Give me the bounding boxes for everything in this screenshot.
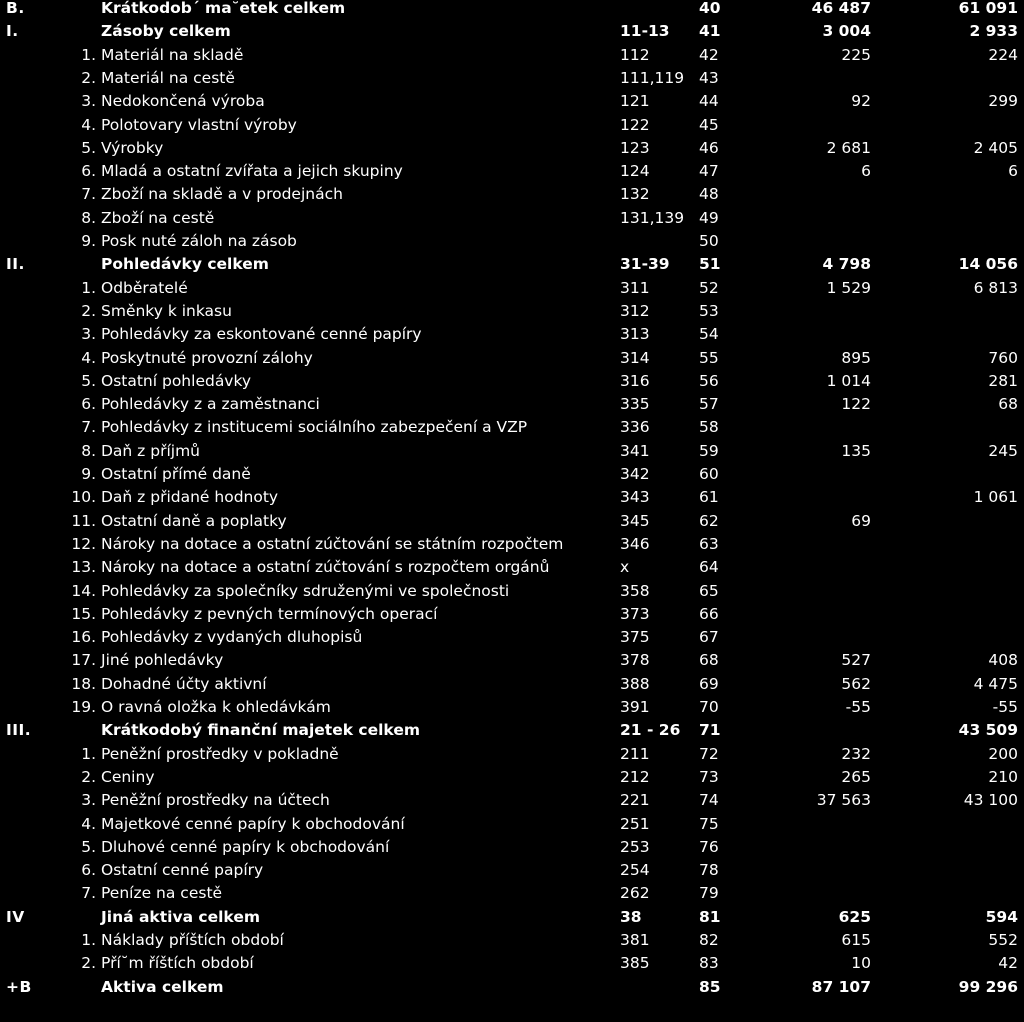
item-number: 5.	[81, 138, 96, 157]
line-number: 49	[699, 208, 719, 227]
section-total-row	[0, 253, 1024, 276]
line-number: 54	[699, 325, 719, 344]
value-current: 281	[988, 371, 1018, 390]
section-total-row	[0, 906, 1024, 929]
item-label: Dohadné účty aktivní	[101, 674, 267, 693]
account-code: 251	[620, 814, 650, 833]
account-code: 211	[620, 744, 650, 763]
account-code: 314	[620, 348, 650, 367]
table-row	[0, 952, 1024, 975]
line-number: 42	[699, 45, 719, 64]
table-row	[0, 556, 1024, 579]
value-previous: 895	[841, 348, 871, 367]
account-code: 111,119	[620, 68, 685, 87]
line-number: 82	[699, 931, 719, 949]
value-previous: 10	[851, 954, 871, 973]
item-number: 7.	[81, 418, 96, 437]
item-number: 8.	[81, 441, 96, 460]
item-label: Ostatní pohledávky	[101, 371, 252, 390]
account-code: 391	[620, 698, 650, 716]
table-row	[0, 137, 1024, 160]
line-number: 64	[699, 558, 719, 577]
account-code: 313	[620, 325, 650, 344]
line-number: 55	[699, 348, 719, 367]
section-number: B.	[6, 0, 25, 17]
table-row	[0, 789, 1024, 812]
table-row	[0, 603, 1024, 626]
value-current: 224	[988, 45, 1018, 64]
item-label: Nároky na dotace a ostatní zúčtování se státním rozpočtem	[101, 534, 564, 553]
value-current: 408	[988, 651, 1018, 670]
account-code: 121	[620, 92, 650, 111]
item-number: 1.	[81, 931, 96, 949]
item-number: 3.	[81, 92, 96, 111]
value-current: 4 475	[973, 674, 1018, 693]
value-previous: 69	[851, 511, 871, 530]
table-row	[0, 323, 1024, 346]
table-row	[0, 929, 1024, 952]
item-number: 4.	[81, 814, 96, 833]
table-row	[0, 463, 1024, 486]
account-code: 343	[620, 488, 650, 507]
value-current: 552	[988, 931, 1018, 949]
item-number: 3.	[81, 325, 96, 344]
account-code: 375	[620, 628, 650, 647]
account-code: 335	[620, 395, 650, 414]
value-previous: 37 563	[816, 791, 871, 810]
line-number: 63	[699, 534, 719, 553]
account-code: 11-13	[620, 22, 670, 41]
line-number: 46	[699, 138, 719, 157]
table-row	[0, 882, 1024, 905]
value-current: 42	[998, 954, 1018, 973]
value-previous: 1 014	[826, 371, 871, 390]
value-previous: 2 681	[826, 138, 871, 157]
item-label: Pohledávky za společníky sdruženými ve společnosti	[101, 581, 510, 600]
value-current: 6	[1008, 162, 1018, 181]
value-current: 1 061	[973, 488, 1018, 507]
item-label: Zboží na skladě a v prodejnách	[101, 185, 343, 204]
value-previous: 232	[841, 744, 871, 763]
item-number: 14.	[71, 581, 96, 600]
item-label: Daň z příjmů	[101, 441, 200, 460]
line-number: 58	[699, 418, 719, 437]
item-number: 1.	[81, 278, 96, 297]
line-number: 83	[699, 954, 719, 973]
item-label: Peníze na cestě	[101, 884, 223, 903]
line-number: 67	[699, 628, 719, 647]
table-row	[0, 393, 1024, 416]
value-current: 2 933	[969, 22, 1018, 41]
account-code: 316	[620, 371, 650, 390]
item-number: 2.	[81, 301, 96, 320]
item-label: Směnky k inkasu	[101, 301, 232, 320]
value-current: -55	[992, 698, 1018, 716]
line-number: 56	[699, 371, 719, 390]
account-code: 345	[620, 511, 650, 530]
value-current: 99 296	[958, 977, 1018, 996]
line-number: 65	[699, 581, 719, 600]
table-row	[0, 44, 1024, 67]
account-code: 373	[620, 604, 650, 623]
item-number: 9.	[81, 232, 96, 250]
value-previous: 122	[841, 395, 871, 414]
table-row	[0, 813, 1024, 836]
table-row	[0, 649, 1024, 672]
account-code: 312	[620, 301, 650, 320]
account-code: 336	[620, 418, 650, 437]
line-number: 53	[699, 301, 719, 320]
line-number: 47	[699, 162, 719, 181]
line-number: 48	[699, 185, 719, 204]
item-number: 1.	[81, 744, 96, 763]
item-number: 4.	[81, 348, 96, 367]
table-row	[0, 160, 1024, 183]
item-number: 5.	[81, 837, 96, 856]
item-number: 9.	[81, 465, 96, 483]
item-number: 6.	[81, 395, 96, 414]
line-number: 69	[699, 674, 719, 693]
account-code: 221	[620, 791, 650, 810]
item-label: Aktiva celkem	[101, 977, 224, 996]
item-label: Peněžní prostředky v pokladně	[101, 744, 339, 763]
value-previous: 265	[841, 767, 871, 786]
value-current: 43 509	[958, 721, 1018, 740]
item-label: Jiné pohledávky	[101, 651, 224, 670]
value-previous: 46 487	[811, 0, 871, 17]
item-label: Krátkodob´ ma˘etek celkem	[101, 0, 346, 17]
value-previous: 225	[841, 45, 871, 64]
value-current: 299	[988, 92, 1018, 111]
item-number: 5.	[81, 371, 96, 390]
line-number: 59	[699, 441, 719, 460]
line-number: 73	[699, 767, 719, 786]
table-row	[0, 743, 1024, 766]
account-code: 341	[620, 441, 650, 460]
item-label: Pohledávky celkem	[101, 255, 269, 274]
table-row	[0, 90, 1024, 113]
value-current: 14 056	[958, 255, 1018, 274]
item-label: Materiál na skladě	[101, 45, 244, 64]
item-label: Materiál na cestě	[101, 68, 235, 87]
item-number: 6.	[81, 162, 96, 181]
account-code: 112	[620, 45, 650, 64]
account-code: 262	[620, 884, 650, 903]
value-current: 210	[988, 767, 1018, 786]
value-previous: 1 529	[826, 278, 871, 297]
item-label: Odběratelé	[101, 278, 188, 297]
item-number: 3.	[81, 791, 96, 810]
table-row	[0, 207, 1024, 230]
item-number: 11.	[71, 511, 96, 530]
line-number: 60	[699, 465, 719, 483]
line-number: 43	[699, 68, 719, 87]
account-code: 21 - 26	[620, 721, 681, 740]
table-row	[0, 673, 1024, 696]
account-code: 254	[620, 861, 650, 880]
item-label: Ostatní daně a poplatky	[101, 511, 287, 530]
line-number: 57	[699, 395, 719, 414]
item-label: Majetkové cenné papíry k obchodování	[101, 814, 405, 833]
line-number: 85	[699, 977, 721, 996]
item-number: 7.	[81, 884, 96, 903]
account-code: 385	[620, 954, 650, 973]
section-number: I.	[6, 22, 19, 41]
value-current: 61 091	[958, 0, 1018, 17]
line-number: 76	[699, 837, 719, 856]
table-row	[0, 416, 1024, 439]
line-number: 68	[699, 651, 719, 670]
value-previous: 87 107	[811, 977, 871, 996]
item-label: Výrobky	[101, 138, 164, 157]
item-label: Poskytnuté provozní zálohy	[101, 348, 313, 367]
value-previous: 3 004	[822, 22, 871, 41]
value-previous: 527	[841, 651, 871, 670]
value-previous: -55	[845, 698, 871, 716]
item-label: Pohledávky za eskontované cenné papíry	[101, 325, 422, 344]
table-row	[0, 230, 1024, 253]
item-label: Zboží na cestě	[101, 208, 215, 227]
value-current: 43 100	[963, 791, 1018, 810]
value-previous: 135	[841, 441, 871, 460]
value-current: 200	[988, 744, 1018, 763]
value-previous: 6	[861, 162, 871, 181]
item-number: 18.	[71, 674, 96, 693]
section-total-row	[0, 0, 1024, 20]
line-number: 72	[699, 744, 719, 763]
line-number: 62	[699, 511, 719, 530]
table-row	[0, 766, 1024, 789]
line-number: 66	[699, 604, 719, 623]
account-code: 131,139	[620, 208, 685, 227]
table-row	[0, 370, 1024, 393]
account-code: 38	[620, 907, 642, 926]
line-number: 41	[699, 22, 721, 41]
section-total-row	[0, 20, 1024, 43]
line-number: 79	[699, 884, 719, 903]
item-label: Ostatní přímé daně	[101, 465, 251, 483]
account-code: 346	[620, 534, 650, 553]
item-number: 8.	[81, 208, 96, 227]
table-row	[0, 300, 1024, 323]
table-row	[0, 183, 1024, 206]
value-current: 760	[988, 348, 1018, 367]
value-previous: 4 798	[822, 255, 871, 274]
item-number: 2.	[81, 767, 96, 786]
table-row	[0, 440, 1024, 463]
value-previous: 615	[841, 931, 871, 949]
table-row	[0, 67, 1024, 90]
line-number: 44	[699, 92, 719, 111]
account-code: 378	[620, 651, 650, 670]
line-number: 78	[699, 861, 719, 880]
item-number: 4.	[81, 115, 96, 134]
account-code: 342	[620, 465, 650, 483]
item-label: Zásoby celkem	[101, 22, 231, 41]
table-row	[0, 486, 1024, 509]
table-row	[0, 277, 1024, 300]
account-code: 253	[620, 837, 650, 856]
account-code: 212	[620, 767, 650, 786]
table-row	[0, 114, 1024, 137]
item-label: Daň z přidané hodnoty	[101, 488, 279, 507]
item-label: Nároky na dotace a ostatní zúčtování s rozpočtem orgánů	[101, 558, 550, 577]
account-code: 311	[620, 278, 650, 297]
item-number: 12.	[71, 534, 96, 553]
item-number: 17.	[71, 651, 96, 670]
item-label: Peněžní prostředky na účtech	[101, 791, 330, 810]
section-total-row	[0, 976, 1024, 999]
line-number: 52	[699, 278, 719, 297]
line-number: 74	[699, 791, 719, 810]
table-row	[0, 580, 1024, 603]
item-number: 7.	[81, 185, 96, 204]
item-number: 6.	[81, 861, 96, 880]
section-number: +B	[6, 977, 32, 996]
item-number: 16.	[71, 628, 96, 647]
account-code: 124	[620, 162, 650, 181]
item-label: Posk nuté záloh na zásob	[101, 232, 297, 250]
line-number: 75	[699, 814, 719, 833]
item-label: Pohledávky z institucemi sociálního zabezpečení a VZP	[101, 418, 528, 437]
line-number: 51	[699, 255, 721, 274]
item-label: Dluhové cenné papíry k obchodování	[101, 837, 390, 856]
section-total-row	[0, 719, 1024, 742]
account-code: x	[620, 558, 630, 577]
line-number: 70	[699, 698, 719, 716]
item-label: O ravná oložka k ohledávkám	[101, 698, 331, 716]
account-code: 358	[620, 581, 650, 600]
value-current: 2 405	[973, 138, 1018, 157]
line-number: 50	[699, 232, 719, 250]
item-number: 13.	[71, 558, 96, 577]
item-label: Jiná aktiva celkem	[101, 907, 260, 926]
item-label: Pří˘m říštích období	[101, 954, 254, 973]
table-row	[0, 696, 1024, 719]
table-row	[0, 510, 1024, 533]
section-number: III.	[6, 721, 32, 740]
item-label: Krátkodobý finanční majetek celkem	[101, 721, 420, 740]
item-label: Ostatní cenné papíry	[101, 861, 264, 880]
value-previous: 92	[851, 92, 871, 111]
item-number: 2.	[81, 68, 96, 87]
value-previous: 625	[838, 907, 871, 926]
account-code: 31-39	[620, 255, 670, 274]
item-number: 19.	[71, 698, 96, 716]
value-previous: 562	[841, 674, 871, 693]
table-row	[0, 859, 1024, 882]
table-row	[0, 626, 1024, 649]
table-row	[0, 836, 1024, 859]
item-number: 2.	[81, 954, 96, 973]
item-label: Pohledávky z vydaných dluhopisů	[101, 628, 363, 647]
item-label: Nedokončená výroba	[101, 92, 265, 111]
item-label: Pohledávky z pevných termínových operací	[101, 604, 438, 623]
account-code: 123	[620, 138, 650, 157]
account-code: 388	[620, 674, 650, 693]
item-number: 10.	[71, 488, 96, 507]
account-code: 132	[620, 185, 650, 204]
table-row	[0, 347, 1024, 370]
line-number: 71	[699, 721, 721, 740]
line-number: 40	[699, 0, 721, 17]
value-current: 6 813	[973, 278, 1018, 297]
account-code: 122	[620, 115, 650, 134]
line-number: 61	[699, 488, 719, 507]
account-code: 381	[620, 931, 650, 949]
table-row	[0, 533, 1024, 556]
item-label: Mladá a ostatní zvířata a jejich skupiny	[101, 162, 403, 181]
line-number: 81	[699, 907, 721, 926]
item-label: Pohledávky z a zaměstnanci	[101, 395, 320, 414]
value-current: 68	[998, 395, 1018, 414]
item-number: 1.	[81, 45, 96, 64]
section-number: IV	[6, 907, 25, 926]
line-number: 45	[699, 115, 719, 134]
section-number: II.	[6, 255, 25, 274]
value-current: 245	[988, 441, 1018, 460]
item-number: 15.	[71, 604, 96, 623]
item-label: Náklady příštích období	[101, 931, 284, 949]
value-current: 594	[985, 907, 1018, 926]
item-label: Ceniny	[101, 767, 155, 786]
item-label: Polotovary vlastní výroby	[101, 115, 297, 134]
